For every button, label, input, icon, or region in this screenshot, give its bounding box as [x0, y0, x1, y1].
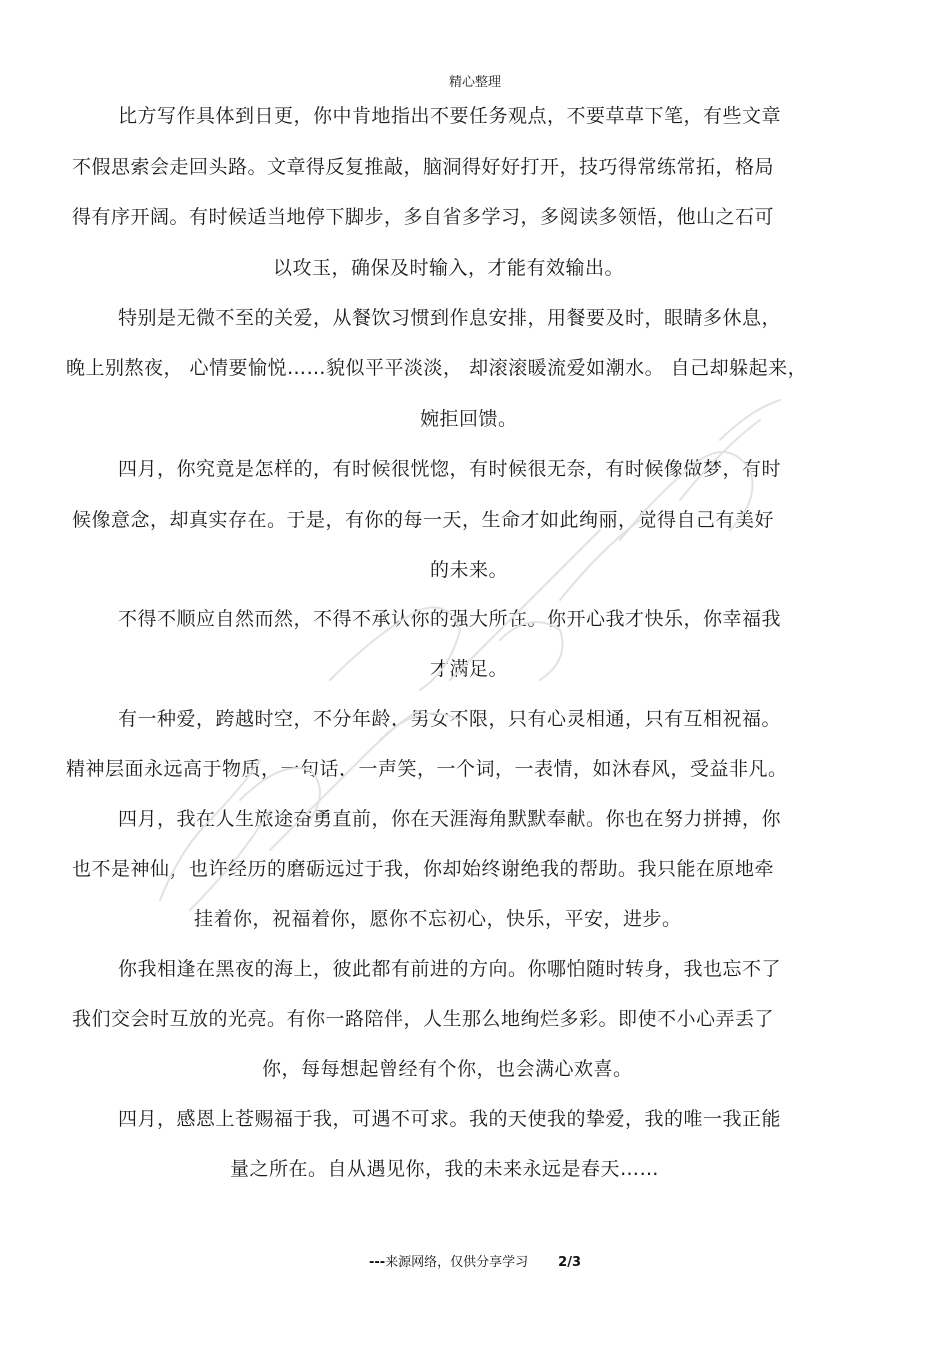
text-line: 晚上别熬夜， 心情要愉悦……貌似平平淡淡， 却滚滚暖流爱如潮水。 自己却躲起来， [66, 357, 808, 379]
text-line: 我们交会时互放的光亮。有你一路陪伴，人生那么地绚烂多彩。即使不小心弄丢了 [72, 1008, 775, 1030]
footer-dash: --- [368, 1255, 386, 1270]
page-header: 精心整理 [448, 75, 501, 90]
text-line: 四月，感恩上苍赐福于我，可遇不可求。我的天使我的挚爱，我的唯一我正能 [118, 1108, 782, 1130]
text-line: 不得不顺应自然而然，不得不承认你的强大所在。你开心我才快乐，你幸福我 [118, 608, 782, 630]
text-line: 挂着你，祝福着你，愿你不忘初心，快乐，平安，进步。 [194, 908, 682, 930]
text-line: 特别是无微不至的关爱，从餐饮习惯到作息安排，用餐要及时，眼睛多休息， [118, 307, 782, 329]
text-line: 以攻玉，确保及时输入，才能有效输出。 [273, 257, 625, 279]
text-line: 不假思索会走回头路。文章得反复推敲，脑洞得好好打开，技巧得常练常拓，格局 [72, 156, 775, 178]
footer-source: 来源网络，仅供分享学习 [385, 1255, 529, 1270]
text-line: 比方写作具体到日更，你中肯地指出不要任务观点，不要草草下笔，有些文章 [118, 105, 782, 127]
text-line: 也不是神仙，也许经历的磨砺远过于我，你却始终谢绝我的帮助。我只能在原地牵 [72, 858, 775, 880]
text-line: 四月，你究竟是怎样的，有时候很恍惚，有时候很无奈，有时候像做梦，有时 [118, 458, 782, 480]
text-line: 你我相逢在黑夜的海上，彼此都有前进的方向。你哪怕随时转身，我也忘不了 [118, 958, 782, 980]
text-line: 婉拒回馈。 [420, 408, 518, 430]
page-number: 2/3 [558, 1255, 582, 1270]
page-footer [0, 1251, 950, 1270]
text-line: 才满足。 [430, 658, 509, 680]
text-line: 有一种爱，跨越时空，不分年龄，男女不限，只有心灵相通，只有互相祝福。 [118, 708, 782, 730]
text-line: 得有序开阔。有时候适当地停下脚步，多自省多学习，多阅读多领悟，他山之石可 [72, 206, 775, 228]
text-line: 候像意念，却真实存在。于是，有你的每一天，生命才如此绚丽，觉得自己有美好 [72, 509, 775, 531]
text-line: 精神层面永远高于物质，一句话，一声笑，一个词，一表情，如沐春风，受益非凡。 [66, 758, 788, 780]
text-line: 你，每每想起曾经有个你，也会满心欢喜。 [262, 1058, 633, 1080]
text-line: 量之所在。自从遇见你，我的未来永远是春天…… [230, 1158, 660, 1180]
text-line: 的未来。 [430, 559, 509, 581]
text-line: 四月，我在人生旅途奋勇直前，你在天涯海角默默奉献。你也在努力拼搏，你 [118, 808, 782, 830]
